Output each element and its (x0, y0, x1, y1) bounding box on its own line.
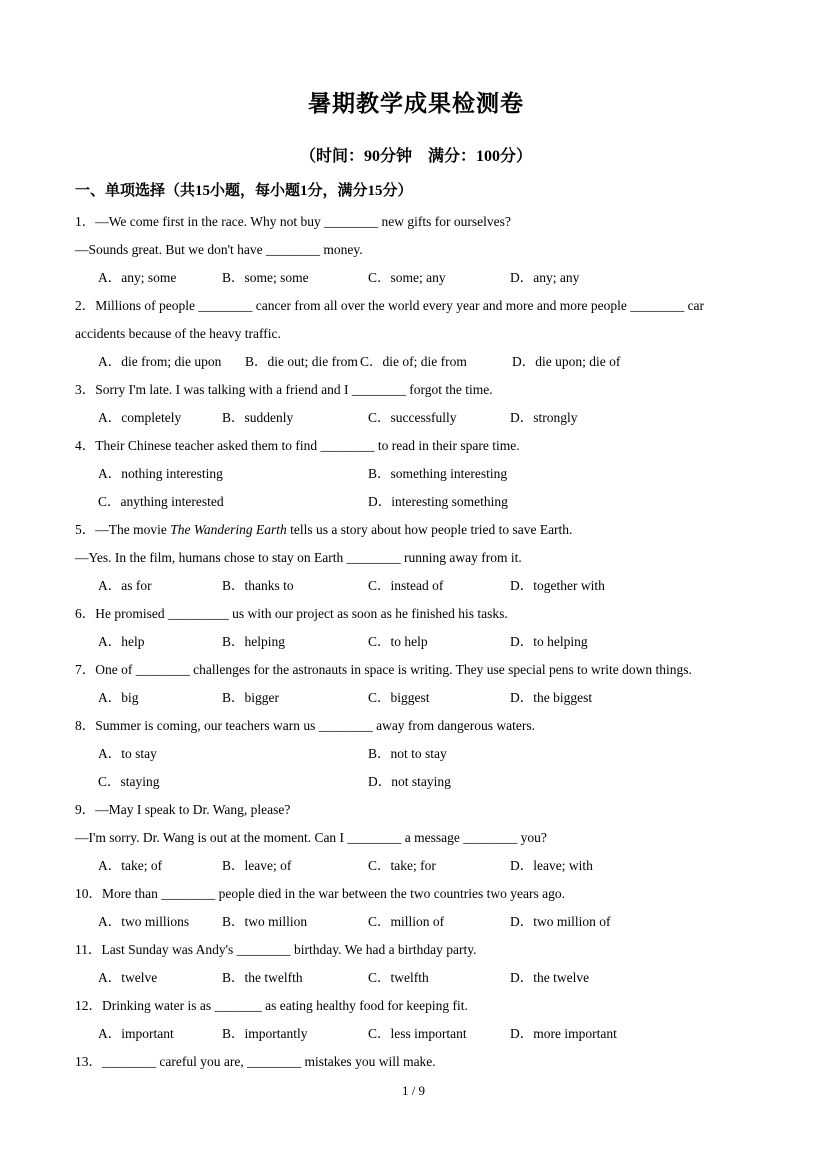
answer-option: B．die out; die from (245, 354, 358, 369)
answer-option: A．two millions (98, 914, 190, 929)
question (75, 516, 757, 600)
options-grid (75, 964, 757, 992)
answer-option: B．thanks to (222, 578, 294, 593)
page-number: 1 / 9 (401, 1083, 426, 1098)
answer-option: B．some; some (222, 270, 309, 285)
options-grid (75, 1020, 757, 1048)
movie-title-italic: The Wandering Earth (170, 522, 287, 537)
answer-option: B．not to stay (368, 746, 447, 761)
answer-option: D．more important (510, 1026, 617, 1041)
question-stem-line: 4．Their Chinese teacher asked them to find ________ to read in their spare time. (75, 438, 520, 453)
question-stem-line: 8．Summer is coming, our teachers warn us ________ away from dangerous waters. (75, 718, 536, 733)
question (75, 376, 757, 432)
question (75, 292, 757, 376)
answer-option: B．importantly (222, 1026, 308, 1041)
question-stem-line: 10．More than ________ people died in the war between the two countries two years ago. (75, 886, 565, 901)
question (75, 936, 757, 992)
answer-option: B．leave; of (222, 858, 292, 873)
question-stem-line: 3．Sorry I'm late. I was talking with a friend and I ________ forgot the time. (75, 382, 493, 397)
options-grid (75, 684, 757, 712)
answer-option: B．the twelfth (222, 970, 303, 985)
answer-option: A．to stay (98, 746, 157, 761)
question-stem-line: —Yes. In the film, humans chose to stay on Earth ________ running away from it. (75, 550, 522, 565)
answer-option: A．any; some (98, 270, 177, 285)
answer-option: B．bigger (222, 690, 279, 705)
answer-option: B．two million (222, 914, 308, 929)
answer-option: D．two million of (510, 914, 611, 929)
options-grid (75, 852, 757, 880)
answer-option: D．strongly (510, 410, 578, 425)
answer-option: D．the biggest (510, 690, 593, 705)
options-grid (75, 404, 757, 432)
question-stem-line: 1．—We come first in the race. Why not buy ________ new gifts for ourselves? (75, 214, 511, 229)
question-stem-line: 2．Millions of people ________ cancer from all over the world every year and more and more people ________ car (75, 298, 705, 313)
answer-option: D．interesting something (368, 494, 508, 509)
answer-option: D．leave; with (510, 858, 593, 873)
answer-option: A．nothing interesting (98, 466, 223, 481)
answer-option: C．biggest (368, 690, 430, 705)
question-stem-line: 5．—The movie The Wandering Earth tells us a story about how people tried to save Earth. (75, 522, 573, 537)
question (75, 432, 757, 516)
options-grid (75, 460, 757, 516)
answer-option: D．together with (510, 578, 605, 593)
answer-option: C．less important (368, 1026, 467, 1041)
question-list (75, 208, 757, 1076)
question (75, 712, 757, 796)
question (75, 1048, 757, 1076)
answer-option: C．take; for (368, 858, 436, 873)
question-stem-line: 13．________ careful you are, ________ mistakes you will make. (75, 1054, 436, 1069)
answer-option: C．some; any (368, 270, 446, 285)
answer-option: D．die upon; die of (512, 354, 621, 369)
question (75, 992, 757, 1048)
answer-option: B．suddenly (222, 410, 294, 425)
options-grid (75, 628, 757, 656)
question (75, 656, 757, 712)
answer-option: A．completely (98, 410, 182, 425)
question (75, 796, 757, 880)
answer-option: A．die from; die upon (98, 354, 222, 369)
answer-option: C．die of; die from (360, 354, 467, 369)
options-grid (75, 908, 757, 936)
answer-option: D．the twelve (510, 970, 590, 985)
options-grid (75, 348, 757, 376)
answer-option: C．million of (368, 914, 445, 929)
exam-time-score-line: （时间：90分钟 满分：100分） (299, 148, 532, 165)
question-stem-line: 12．Drinking water is as _______ as eating healthy food for keeping fit. (75, 998, 468, 1013)
question-stem-line: —I'm sorry. Dr. Wang is out at the moment. Can I ________ a message ________ you? (75, 830, 547, 845)
page-title: 暑期教学成果检测卷 (308, 91, 524, 116)
answer-option: A．important (98, 1026, 174, 1041)
question-stem-line: accidents because of the heavy traffic. (75, 326, 281, 341)
answer-option: D．any; any (510, 270, 580, 285)
question-stem-line: 9．—May I speak to Dr. Wang, please? (75, 802, 291, 817)
question (75, 600, 757, 656)
answer-option: A．as for (98, 578, 152, 593)
options-grid (75, 572, 757, 600)
answer-option: A．twelve (98, 970, 158, 985)
answer-option: C．to help (368, 634, 428, 649)
answer-option: C．anything interested (98, 494, 224, 509)
answer-option: A．big (98, 690, 139, 705)
question-stem-line: —Sounds great. But we don't have ________ money. (75, 242, 363, 257)
options-grid (75, 264, 757, 292)
answer-option: A．take; of (98, 858, 163, 873)
section-heading: 一、单项选择（共15小题，每小题1分，满分15分） (75, 183, 413, 199)
question (75, 208, 757, 292)
options-grid (75, 740, 757, 796)
question-stem-line: 11．Last Sunday was Andy's ________ birthday. We had a birthday party. (75, 942, 477, 957)
answer-option: C．twelfth (368, 970, 429, 985)
answer-option: C．instead of (368, 578, 444, 593)
question (75, 880, 757, 936)
answer-option: D．not staying (368, 774, 451, 789)
answer-option: D．to helping (510, 634, 588, 649)
question-stem-line: 6．He promised _________ us with our project as soon as he finished his tasks. (75, 606, 508, 621)
answer-option: C．successfully (368, 410, 457, 425)
answer-option: B．something interesting (368, 466, 508, 481)
answer-option: A．help (98, 634, 145, 649)
question-stem-line: 7．One of ________ challenges for the astronauts in space is writing. They use special pens to write down things. (75, 662, 692, 677)
answer-option: B．helping (222, 634, 285, 649)
answer-option: C．staying (98, 774, 160, 789)
